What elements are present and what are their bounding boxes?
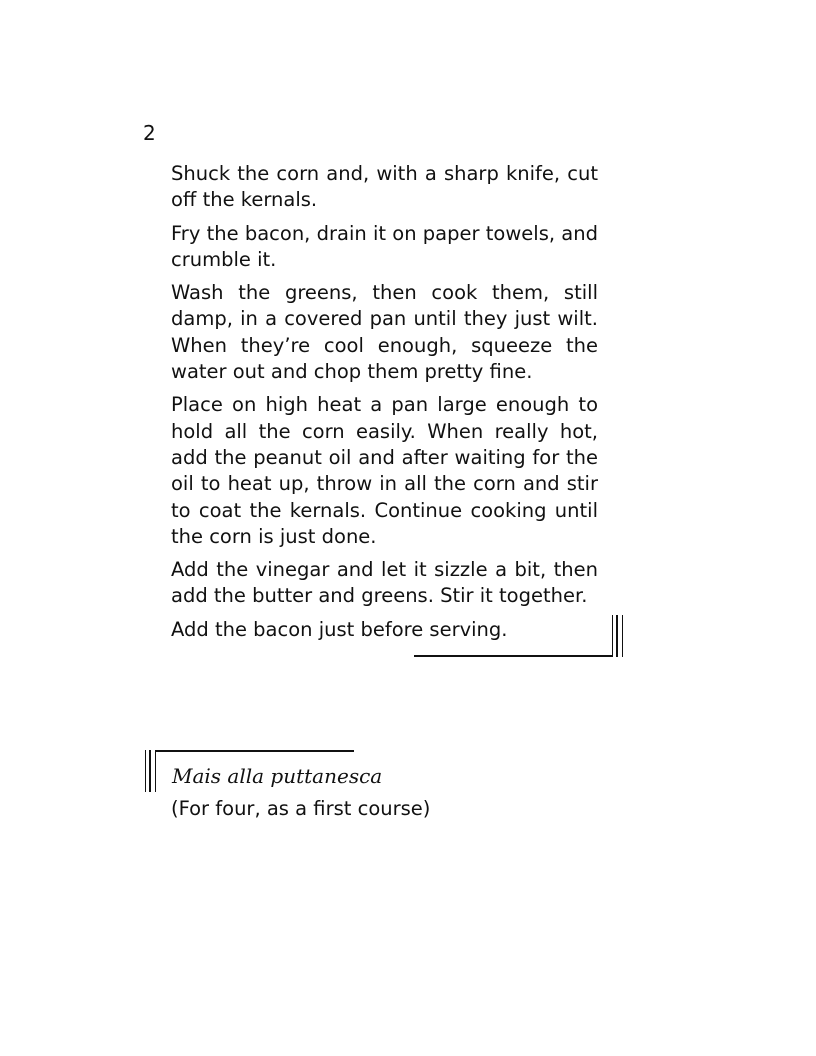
- step-paragraph: Add the vinegar and let it sizzle a bit, then add the butter and greens. Stir it together.: [171, 558, 598, 608]
- recipe-title: Mais alla puttanesca: [172, 764, 383, 788]
- page-number: 2: [143, 121, 156, 145]
- step-paragraph: Add the bacon just before serving.: [171, 617, 508, 641]
- recipe-start-bars: [145, 750, 156, 792]
- step-paragraph: Fry the bacon, drain it on paper towels, and crumble it.: [171, 221, 598, 271]
- recipe-steps: [171, 161, 598, 650]
- recipe-start-rule: [155, 750, 354, 752]
- recipe-end-bars: [612, 615, 623, 657]
- step-paragraph: Place on high heat a pan large enough to hold all the corn easily. When really hot, add the peanut oil and after waiting for the oil to heat up, throw in all the corn and stir to coat the kernals. Continue cooking until the corn is just done.: [171, 393, 598, 548]
- recipe-serving: (For four, as a first course): [171, 797, 431, 820]
- recipe-end-rule: [414, 655, 613, 657]
- step-paragraph: Wash the greens, then cook them, still damp, in a covered pan until they just wilt. When they’re cool enough, squeeze the water out and chop them pretty fine.: [171, 281, 598, 384]
- step-paragraph: Shuck the corn and, with a sharp knife, cut off the kernals.: [171, 162, 598, 212]
